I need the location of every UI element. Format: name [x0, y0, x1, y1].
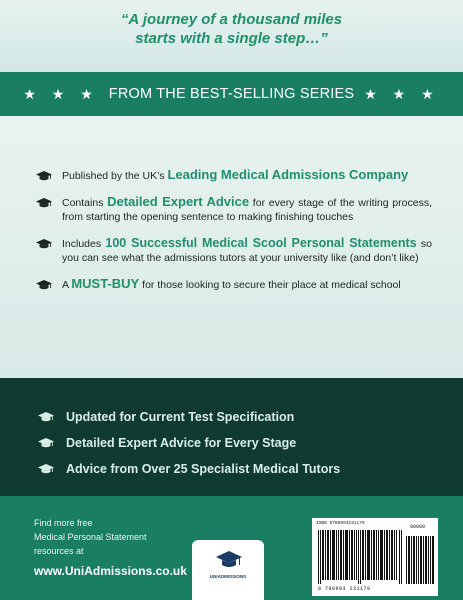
- bullet-text: Contains Detailed Expert Advice for every stage of the writing process, from starting the opening sentence to making finishing touches: [62, 194, 432, 223]
- barcode-bars: [318, 530, 402, 584]
- bullet-item: [36, 277, 432, 292]
- graduation-cap-icon: [216, 550, 242, 570]
- barcode-number: 9 780993 231179: [318, 586, 371, 592]
- isbn-text: ISBN 9780993231179: [316, 521, 365, 526]
- website-link[interactable]: www.UniAdmissions.co.uk: [34, 564, 187, 578]
- bullet-highlight: MUST-BUY: [71, 276, 140, 291]
- features-band: [0, 378, 463, 496]
- bullet-text: Includes 100 Successful Medical Scool Personal Statements so you can see what the admissions tutors at your university like (and don’t like): [62, 236, 432, 264]
- banner-text: FROM THE BEST-SELLING SERIES: [108, 86, 355, 102]
- bullet-text: Published by the UK’s Leading Medical Admissions Company: [62, 167, 409, 182]
- feature-item: [38, 404, 340, 430]
- feature-list: [38, 404, 340, 482]
- feature-text: Updated for Current Test Specification: [66, 410, 295, 424]
- graduation-cap-icon: [36, 238, 52, 250]
- bullet-section: [0, 116, 463, 378]
- graduation-cap-icon: [36, 197, 52, 209]
- find-more-text: Find more free Medical Personal Statement resources at: [34, 518, 147, 556]
- feature-text: Detailed Expert Advice for Every Stage: [66, 436, 297, 450]
- quote-line-1: “A journey of a thousand miles: [120, 11, 343, 28]
- bullet-list: [36, 168, 432, 304]
- stars-left: ★ ★ ★: [23, 85, 99, 102]
- barcode: [312, 518, 438, 596]
- footer: [0, 496, 463, 600]
- stars-right: ★ ★ ★: [364, 85, 440, 102]
- bullet-text: A MUST-BUY for those looking to secure their place at medical school: [62, 276, 401, 291]
- bullet-highlight: Detailed Expert Advice: [107, 194, 250, 209]
- quote: [0, 10, 463, 48]
- graduation-cap-icon: [38, 437, 54, 449]
- feature-item: [38, 430, 340, 456]
- bullet-item: [36, 195, 432, 224]
- feature-item: [38, 456, 340, 482]
- top-quote-area: [0, 0, 463, 72]
- graduation-cap-icon: [36, 279, 52, 291]
- addon-barcode-bars: [406, 530, 434, 584]
- bullet-item: [36, 236, 432, 265]
- quote-line-2: starts with a single step…”: [135, 30, 328, 47]
- series-banner: [0, 72, 463, 116]
- bullet-highlight: Leading Medical Admissions Company: [167, 167, 409, 182]
- publisher-logo: [192, 540, 264, 600]
- bullet-highlight: 100 Successful Medical Scool Personal Statements: [105, 236, 417, 250]
- feature-text: Advice from Over 25 Specialist Medical Tutors: [66, 462, 341, 476]
- logo-text: UNIADMISSIONS: [209, 574, 247, 579]
- bullet-item: [36, 168, 432, 183]
- graduation-cap-icon: [38, 411, 54, 423]
- graduation-cap-icon: [36, 170, 52, 182]
- graduation-cap-icon: [38, 463, 54, 475]
- price-code: 90000: [410, 524, 426, 530]
